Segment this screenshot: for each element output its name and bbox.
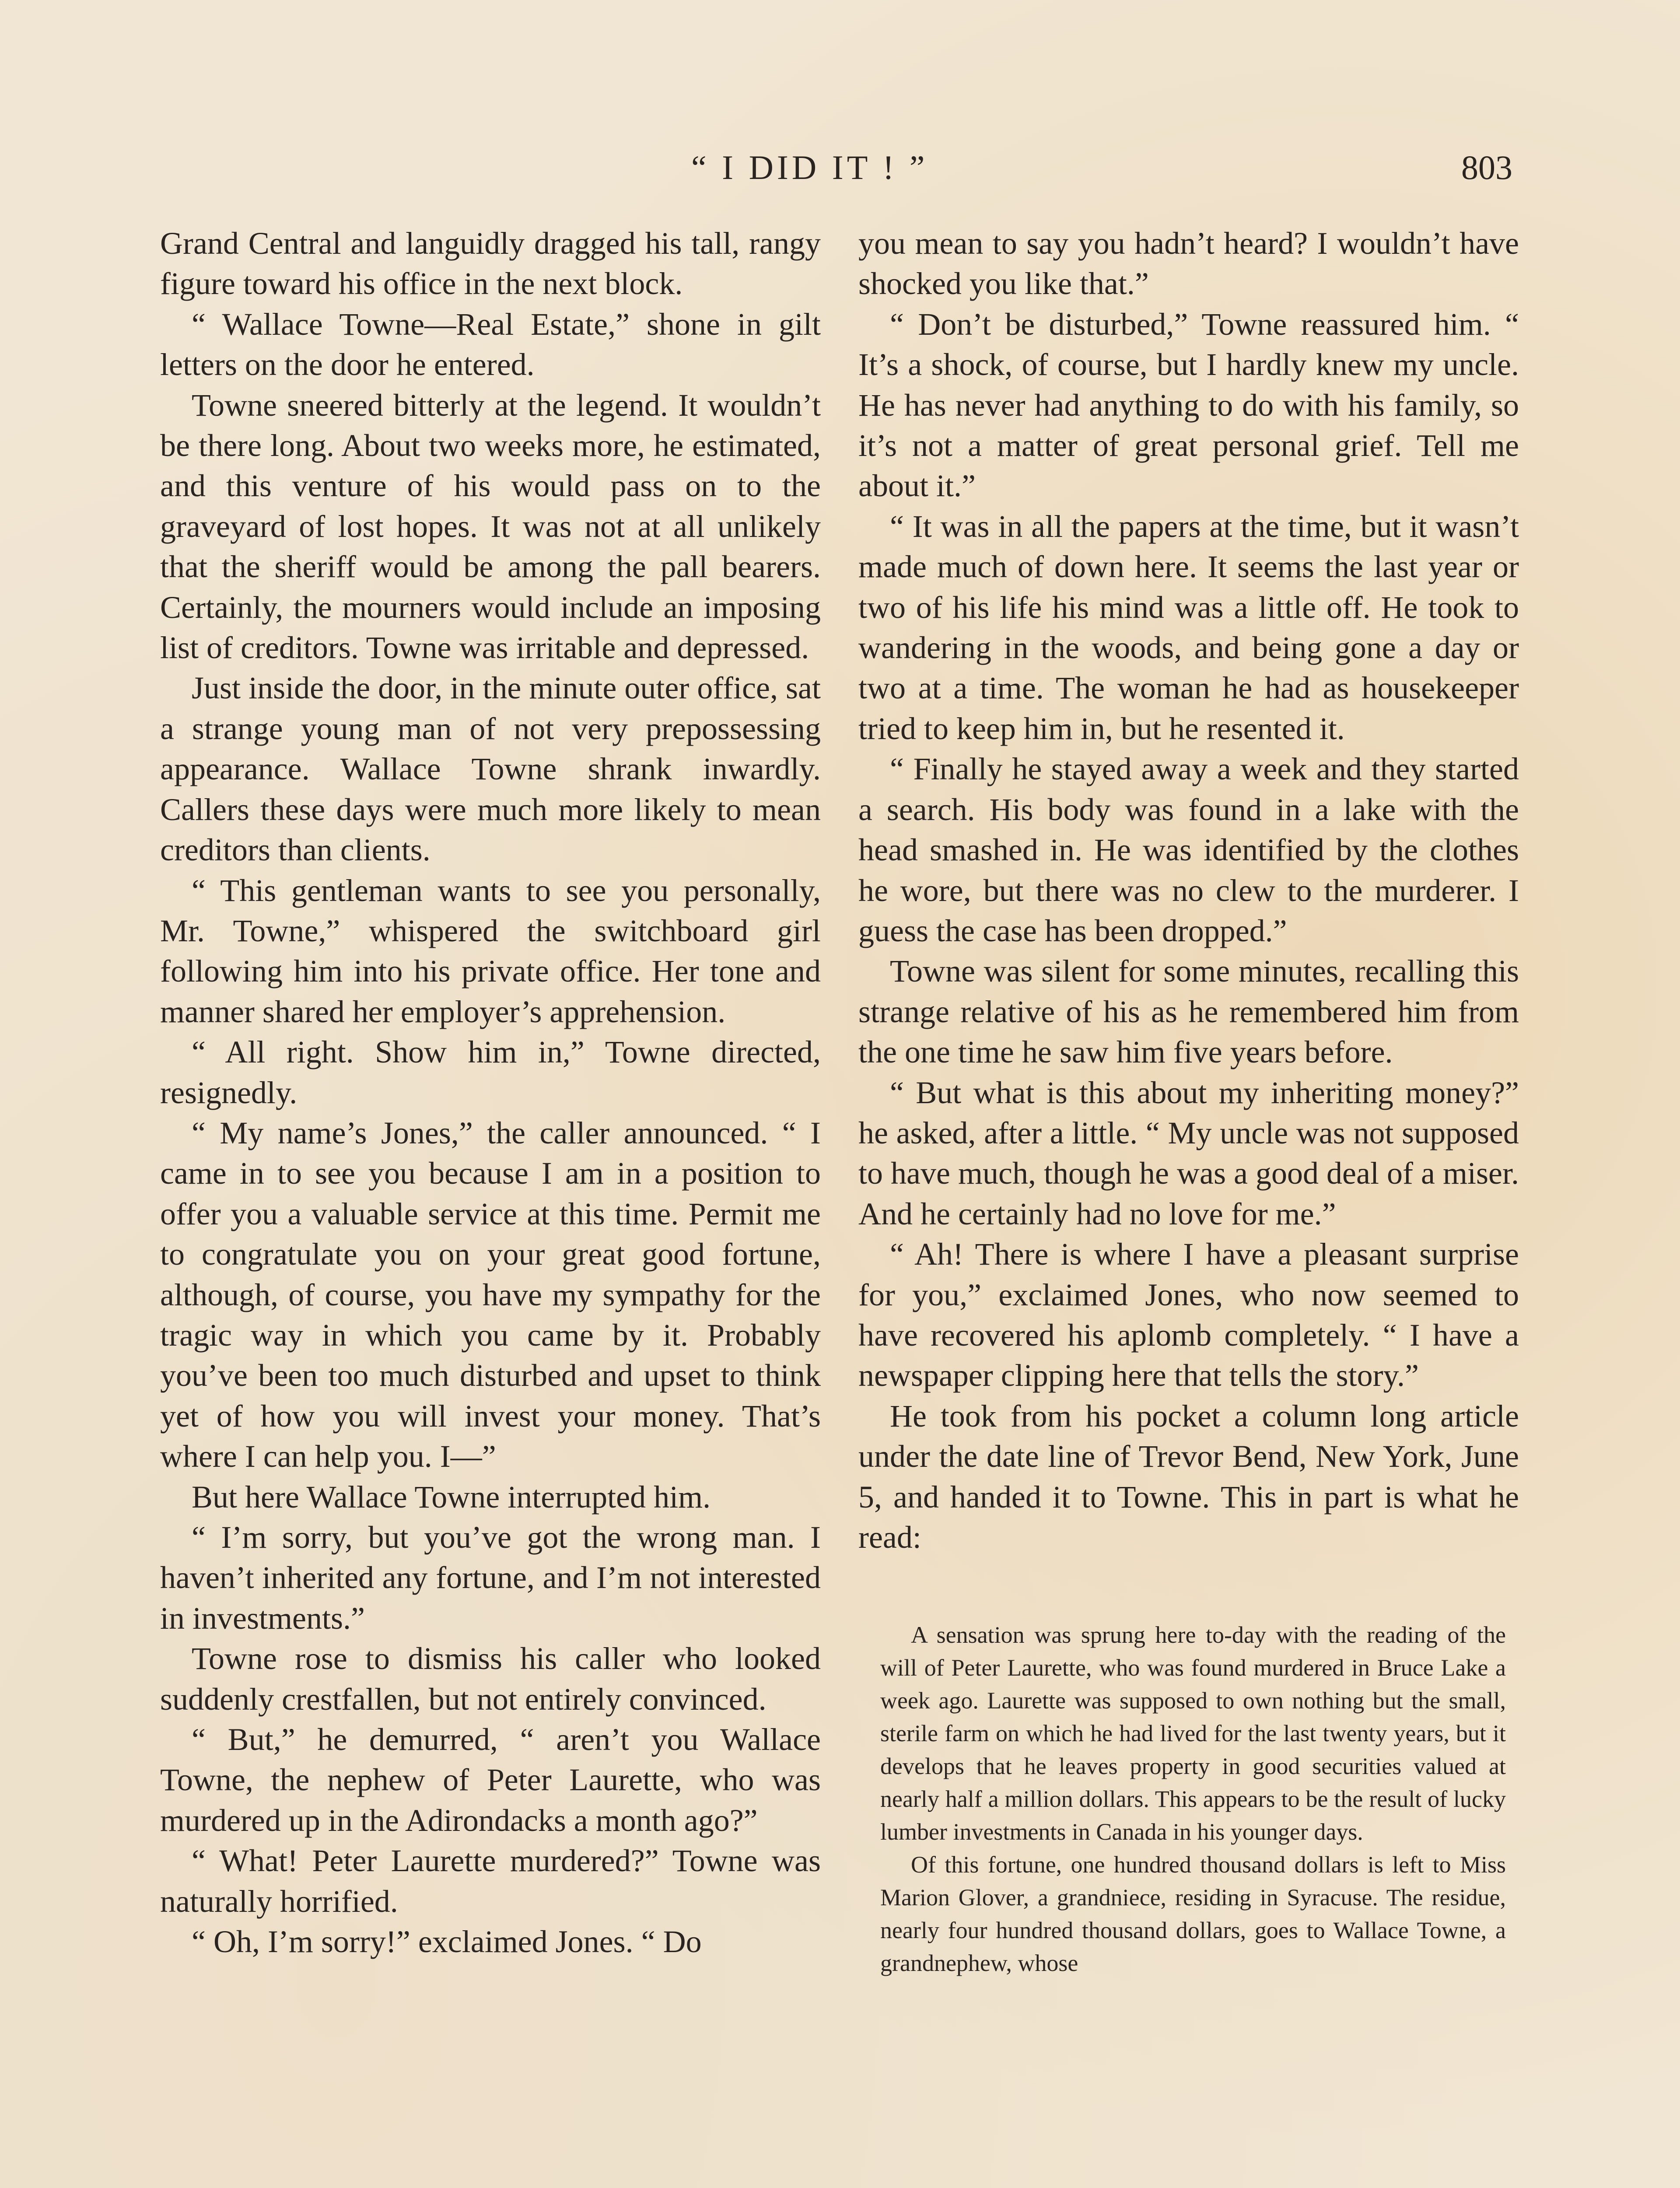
paragraph: “ This gentleman wants to see you personally, Mr. Towne,” whispered the switchboard girl following him into his private office. Her tone and manner shared her employer’s apprehension. — [160, 873, 821, 1029]
paragraph: But here Wallace Towne interrupted him. — [192, 1479, 711, 1515]
paragraph: “ Wallace Towne—Real Estate,” shone in gilt letters on the door he entered. — [160, 306, 821, 382]
paragraph: “ Finally he stayed away a week and they started a search. His body was found in a lake with the head smashed in. He was identified by the clothes he wore, but there was no clew to the murderer. I guess the case has been dropped.” — [858, 751, 1519, 948]
paragraph: Towne sneered bitterly at the legend. It wouldn’t be there long. About two weeks more, he estimated, and this venture of his would pass on to the graveyard of lost hopes. It was not at all unlikely that the sheriff would be among the pall bearers. Certainly, the mourners would include an imposing list of creditors. Towne was irritable and depressed. — [160, 387, 821, 666]
left-column — [160, 223, 821, 1962]
paragraph: “ But,” he demurred, “ aren’t you Wallace Towne, the nephew of Peter Laurette, who was murdered up in the Adirondacks a month ago?” — [160, 1722, 821, 1838]
paragraph: Towne rose to dismiss his caller who looked suddenly crestfallen, but not entirely convinced. — [160, 1641, 821, 1717]
paragraph: “ What! Peter Laurette murdered?” Towne was naturally horrified. — [160, 1843, 821, 1919]
page-number: 803 — [1461, 148, 1512, 186]
running-title: “ I DID IT ! ” — [691, 148, 928, 186]
paragraph: “ It was in all the papers at the time, but it wasn’t made much of down here. It seems the last year or two of his life his mind was a little off. He took to wandering in the woods, and being gone a day or two at a time. The woman he had as housekeeper tried to keep him in, but he resented it. — [858, 508, 1519, 746]
paragraph: Towne was silent for some minutes, recalling this strange relative of his as he remembered him from the one time he saw him five years before. — [858, 954, 1519, 1070]
paragraph: Grand Central and languidly dragged his tall, rangy figure toward his office in the next block. — [160, 226, 821, 302]
paragraph: Just inside the door, in the minute outer office, sat a strange young man of not very prepossessing appearance. Wallace Towne shrank inwardly. Callers these days were much more likely to mean creditors than clients. — [160, 670, 821, 868]
clipping-paragraph: A sensation was sprung here to-day with the reading of the will of Peter Laurette, who was found murdered in Bruce Lake a week ago. Laurette was supposed to own nothing but the small, sterile farm on which he had lived for the last twenty years, but it develops that he leaves property in good securities valued at nearly half a million dollars. This appears to be the result of lucky lumber investments in Canada in his younger days. — [880, 1622, 1506, 1845]
paragraph: “ Don’t be disturbed,” Towne reassured him. “ It’s a shock, of course, but I hardly knew my uncle. He has never had anything to do with his family, so it’s not a matter of great personal grief. Tell me about it.” — [858, 306, 1519, 504]
paragraph: “ My name’s Jones,” the caller announced. “ I came in to see you because I am in a position to offer you a valuable service at this time. Permit me to congratulate you on your great good fortune, although, of course, you have my sympathy for the tragic way in which you came by it. Probably you’ve been too much disturbed and upset to think yet of how you will invest your money. That’s where I can help you. I—” — [160, 1115, 821, 1474]
clipping-paragraph: Of this fortune, one hundred thousand dollars is left to Miss Marion Glover, a grandniece, residing in Syracuse. The residue, nearly four hundred thousand dollars, goes to Wallace Towne, a grandnephew, whose — [880, 1851, 1506, 1977]
paragraph: “ I’m sorry, but you’ve got the wrong man. I haven’t inherited any fortune, and I’m not interested in investments.” — [160, 1520, 821, 1636]
paragraph: you mean to say you hadn’t heard? I wouldn’t have shocked you like that.” — [858, 226, 1519, 302]
paragraph: “ But what is this about my inheriting money?” he asked, after a little. “ My uncle was not supposed to have much, though he was a good deal of a miser. And he certainly had no love for me.” — [858, 1075, 1519, 1231]
paragraph: “ Ah! There is where I have a pleasant surprise for you,” exclaimed Jones, who now seemed to have recovered his aplomb completely. “ I have a newspaper clipping here that tells the story.” — [858, 1237, 1519, 1393]
paragraph: “ Oh, I’m sorry!” exclaimed Jones. “ Do — [192, 1924, 702, 1960]
right-column — [858, 223, 1519, 1980]
paragraph: He took from his pocket a column long article under the date line of Trevor Bend, New York, June 5, and handed it to Towne. This in part is what he read: — [858, 1398, 1519, 1555]
paragraph: “ All right. Show him in,” Towne directed, resignedly. — [160, 1034, 821, 1110]
newspaper-clipping — [880, 1619, 1506, 1980]
